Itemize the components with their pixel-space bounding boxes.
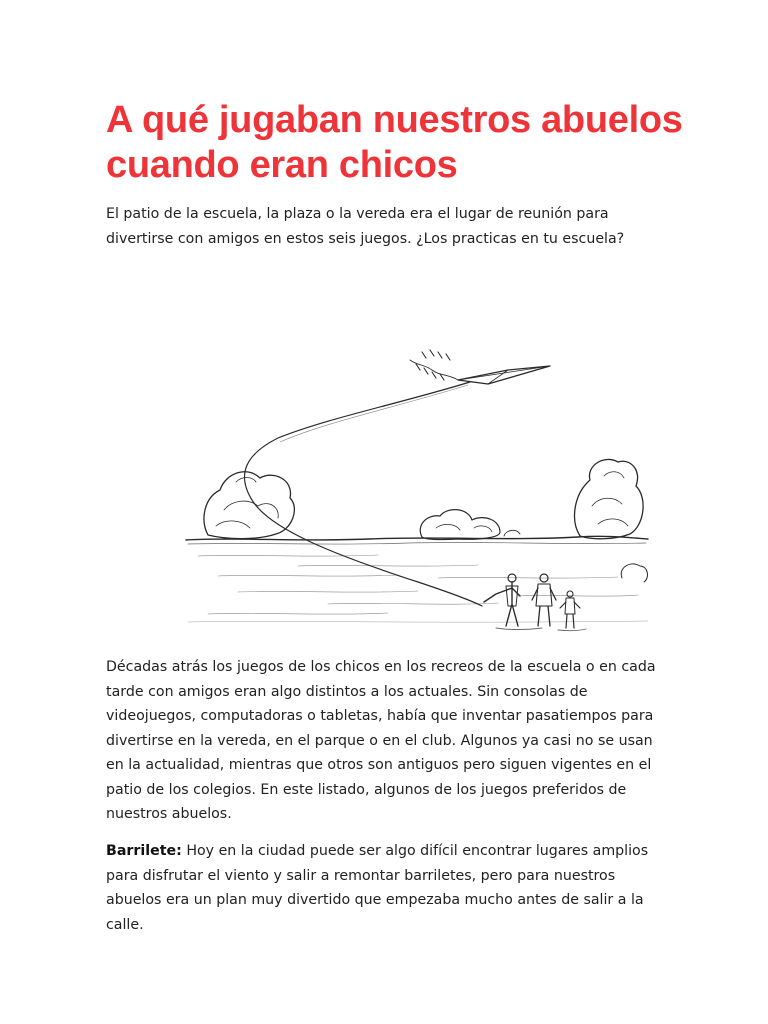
body-paragraph: Décadas atrás los juegos de los chicos en los recreos de la escuela o en cada tarde con amigos eran algo distintos a los actuales. Sin consolas de videojuegos, computadoras o tabletas, había que inventar pasatiempos para divertirse en la vereda, en el parque o en el club. Algunos ya casi no se usan en la actualidad, mientras que otros son antiguos pero siguen vigentes en el patio de los colegios. En este listado, algunos de los juegos preferidos de nuestros abuelos. [106, 659, 656, 822]
barrilete-description: Hoy en la ciudad puede ser algo difícil encontrar lugares amplios para disfrutar el viento y salir a remontar barriletes, pero para nuestros abuelos era un plan muy divertido que empezaba mucho antes de salir a la calle. [106, 843, 649, 933]
intro-paragraph: El patio de la escuela, la plaza o la vereda era el lugar de reunión para divertirse con amigos en estos seis juegos. ¿Los practicas en tu escuela? [106, 206, 625, 247]
barrilete-paragraph [106, 839, 666, 937]
kite-sketch-illustration [178, 330, 652, 636]
barrilete-term: Barrilete: [106, 843, 182, 859]
page-title: A qué jugaban nuestros abuelos cuando eran chicos [106, 99, 683, 186]
